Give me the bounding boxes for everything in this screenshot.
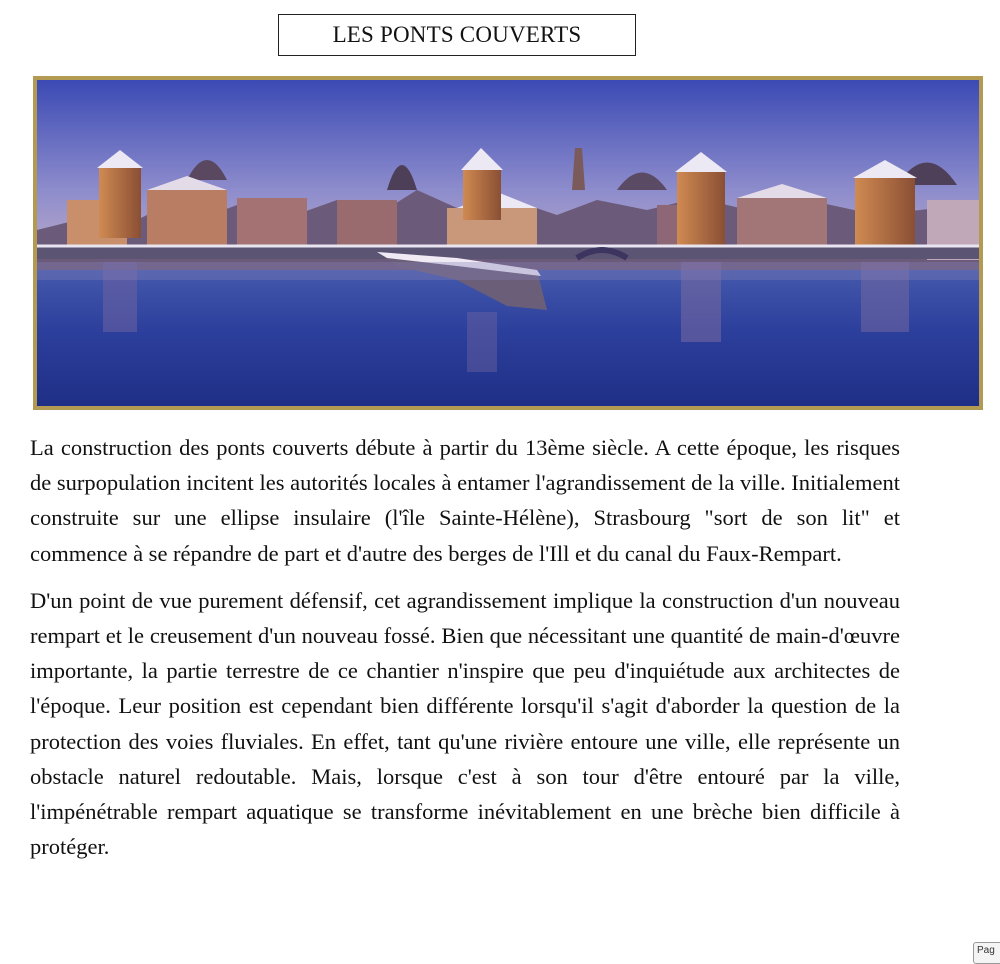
- ponts-couverts-photo: [33, 76, 983, 410]
- page-title: LES PONTS COUVERTS: [278, 14, 636, 56]
- paragraph-2: D'un point de vue purement défensif, cet agrandissement implique la construction d'un nouveau rempart et le creusement d'un nouveau fossé. Bien que nécessitant une quantité de main-d'œuvre importante, la partie terrestre de ce chantier n'inspire que peu d'inquiétude aux architectes de l'époque. Leur position est cependant bien différente lorsqu'il s'agit d'aborder la question de la protection des voies fluviales. En effet, tant qu'une rivière entoure une ville, elle représente un obstacle naturel redoutable. Mais, lorsque c'est à son tour d'être entouré par la ville, l'impénétrable rempart aquatique se transforme inévitablement en une brèche bien difficile à protéger.: [30, 587, 900, 860]
- panorama-illustration: [37, 80, 979, 406]
- article-body: [30, 430, 900, 876]
- paragraph-1: La construction des ponts couverts débute à partir du 13ème siècle. A cette époque, les risques de surpopulation incitent les autorités locales à entamer l'agrandissement de la ville. Initialement construite sur une ellipse insulaire (l'île Sainte-Hélène), Strasbourg "sort de son lit" et commence à se répandre de part et d'autre des berges de l'Ill et du canal du Faux-Rempart.: [30, 435, 900, 566]
- page-tab[interactable]: Pag: [973, 942, 1000, 964]
